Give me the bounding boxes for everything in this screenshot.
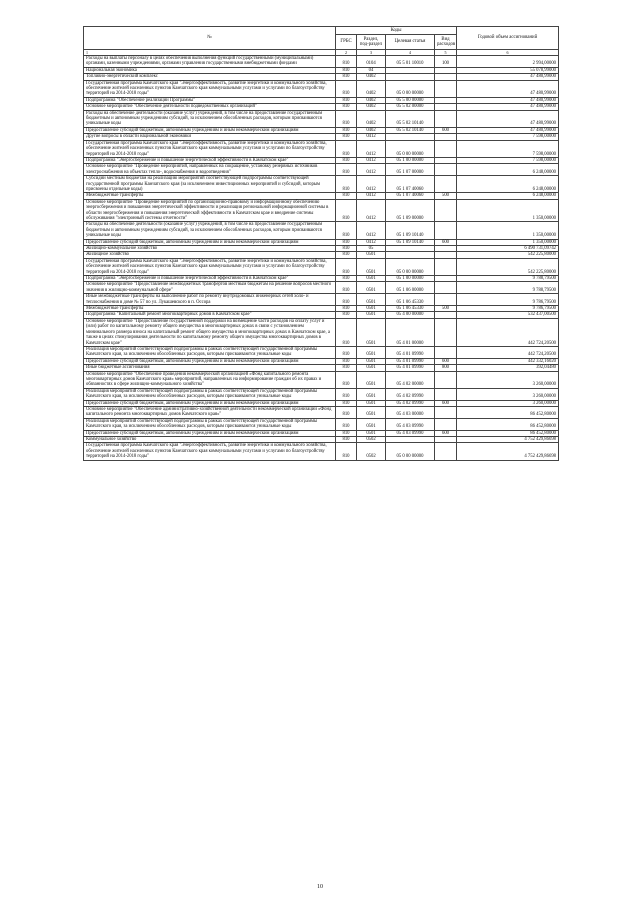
header-target: Целевая статья <box>386 35 435 50</box>
header-codes: Коды <box>336 27 457 35</box>
row-grbs: 810 <box>336 110 357 127</box>
row-section: 0412 <box>357 140 386 157</box>
row-amount: 4 752 429,86698 <box>457 437 559 443</box>
row-expense-kind: 600 <box>435 358 457 364</box>
row-target-article: 05 4 00 00000 <box>386 312 435 318</box>
row-section: 0402 <box>357 97 386 103</box>
row-name: Государственная программа Камчатского края "Энергоэффективность, развитие энергетики и коммунального хозяйства, обеспечение жителей населенных пунктов Камчатского края коммунальными услугами и услугами по благоустройству территорий на 2014-2018 годы" <box>84 258 336 275</box>
row-expense-kind <box>435 222 457 239</box>
row-grbs: 810 <box>336 56 357 68</box>
row-grbs: 810 <box>336 252 357 258</box>
row-name: Жилищно-коммунальное хозяйство <box>84 246 336 252</box>
row-section: 0501 <box>357 358 386 364</box>
row-expense-kind: 600 <box>435 127 457 133</box>
row-target-article: 05 4 03 00000 <box>386 406 435 418</box>
row-target-article: 05 4 02 09990 <box>386 400 435 406</box>
table-row <box>84 282 559 294</box>
row-amount: 47 480,99000 <box>457 74 559 80</box>
row-grbs: 810 <box>336 400 357 406</box>
row-amount: 7 598,00000 <box>457 157 559 163</box>
table-body <box>84 50 559 461</box>
row-grbs: 810 <box>336 199 357 222</box>
row-section: 0501 <box>357 418 386 430</box>
row-expense-kind: 100 <box>435 56 457 68</box>
row-grbs: 810 <box>336 430 357 436</box>
row-grbs: 810 <box>336 282 357 294</box>
row-name: Реализация мероприятий соответствующей подпрограммы в рамках соответствующей государственной программы Камчатского края, за исключением обособленных расходов, которым присваиваются уникальные коды <box>84 388 336 400</box>
row-section: 0402 <box>357 127 386 133</box>
row-name: Предоставление субсидий бюджетным, автономным учреждениям и иным некоммерческим организациям <box>84 127 336 133</box>
row-name: Основное мероприятие "Обеспечение проведения некоммерческой организацией «Фонд капитального ремонта многоквартирных домов Камчатского края» мероприятий, направленных на информирование граждан об их правах и обязанностях в сфере жилищно-коммунального хозяйства" <box>84 371 336 388</box>
row-name: Основное мероприятие "Предоставление межбюджетных трансфертов местным бюджетам на решение вопросов местного значения в жилищно-коммунальной сфере" <box>84 282 336 294</box>
header-volume: Годовой объем ассигнований <box>457 27 559 50</box>
row-grbs: 810 <box>336 157 357 163</box>
row-target-article: 05 1 07 40060 <box>386 193 435 199</box>
row-grbs: 810 <box>336 443 357 460</box>
row-amount: 532 437,00500 <box>457 312 559 318</box>
row-amount: 47 480,99000 <box>457 127 559 133</box>
row-name: Основное мероприятие "Проведение мероприятий по организационно-правовому и информационному обеспечению энергосбережения и повышения энергетической эффективности и реализация региональной информационной системы в области энергосбережения и повышения энергетической эффективности в Камчатском крае и внедрение системы обслуживания "электронный системы отчетности" <box>84 199 336 222</box>
col-number: 2 <box>336 50 357 56</box>
budget-table <box>83 26 559 461</box>
table-row <box>84 418 559 430</box>
row-name: Реализация мероприятий соответствующей подпрограммы в рамках соответствующей государственной программы Камчатского края, за исключением обособленных расходов, которым присваиваются уникальные коды <box>84 346 336 358</box>
row-expense-kind <box>435 80 457 97</box>
row-target-article: 05 1 06 45330 <box>386 306 435 312</box>
page-number: 10 <box>317 884 323 890</box>
row-grbs: 810 <box>336 134 357 140</box>
row-amount: 47 480,99000 <box>457 104 559 110</box>
row-section: 0412 <box>357 164 386 176</box>
budget-table-page <box>83 26 558 461</box>
row-expense-kind <box>435 294 457 306</box>
table-row <box>84 110 559 127</box>
row-name: Реализация мероприятий соответствующей подпрограммы в рамках соответствующей государственной программы Камчатского края, за исключением обособленных расходов, которым присваиваются уникальные коды <box>84 418 336 430</box>
row-target-article: 05 1 06 00000 <box>386 282 435 294</box>
row-amount: 7 598,00000 <box>457 140 559 157</box>
row-amount: 6 248,00000 <box>457 164 559 176</box>
row-expense-kind <box>435 371 457 388</box>
row-amount: 1 350,00000 <box>457 239 559 245</box>
col-number: 4 <box>386 50 435 56</box>
col-number: 6 <box>457 50 559 56</box>
row-target-article: 05 1 00 00000 <box>386 157 435 163</box>
row-expense-kind: 800 <box>435 365 457 371</box>
row-section: 0104 <box>357 56 386 68</box>
row-name: Коммунальное хозяйство <box>84 437 336 443</box>
row-expense-kind <box>435 176 457 193</box>
row-expense-kind <box>435 199 457 222</box>
row-name: Межбюджетные трансферты <box>84 306 336 312</box>
row-expense-kind <box>435 282 457 294</box>
table-row <box>84 199 559 222</box>
row-target-article: 05 5 02 10140 <box>386 127 435 133</box>
row-name: Предоставление субсидий бюджетным, автономным учреждениям и иным некоммерческим организациям <box>84 358 336 364</box>
row-target-article: 05 1 09 10140 <box>386 239 435 245</box>
row-expense-kind <box>435 140 457 157</box>
row-expense-kind <box>435 418 457 430</box>
row-target-article: 05 0 00 00000 <box>386 140 435 157</box>
row-amount: 1 350,00000 <box>457 222 559 239</box>
row-name: Предоставление субсидий бюджетным, автономным учреждениям и иным некоммерческим организациям <box>84 239 336 245</box>
row-section: 0501 <box>357 430 386 436</box>
row-section: 0501 <box>357 252 386 258</box>
row-target-article: 05 0 00 00000 <box>386 258 435 275</box>
row-section: 0412 <box>357 193 386 199</box>
row-grbs: 810 <box>336 318 357 346</box>
row-name: Расходы на выплаты персоналу в целях обеспечения выполнения функций государственными (муниципальными) органами, казенными учреждениями, органами управления государственными внебюджетными фондами <box>84 56 336 68</box>
row-amount: 442 724,20500 <box>457 346 559 358</box>
row-expense-kind: 500 <box>435 306 457 312</box>
row-grbs: 810 <box>336 140 357 157</box>
row-expense-kind <box>435 164 457 176</box>
row-amount: 2 994,00000 <box>457 56 559 68</box>
row-expense-kind <box>435 406 457 418</box>
row-section: 0501 <box>357 312 386 318</box>
row-name: Другие вопросы в области национальной экономики <box>84 134 336 140</box>
table-row <box>84 388 559 400</box>
row-amount: 86 452,80000 <box>457 406 559 418</box>
row-name: Основное мероприятие "Обеспечение деятельности подведомственных организаций" <box>84 104 336 110</box>
table-row <box>84 294 559 306</box>
row-grbs: 810 <box>336 365 357 371</box>
row-amount: 4 752 429,86698 <box>457 443 559 460</box>
row-grbs: 810 <box>336 104 357 110</box>
row-amount: 3 260,00000 <box>457 371 559 388</box>
table-row <box>84 346 559 358</box>
row-grbs: 810 <box>336 294 357 306</box>
row-section: 0412 <box>357 176 386 193</box>
row-expense-kind: 600 <box>435 430 457 436</box>
row-section: 0501 <box>357 306 386 312</box>
row-amount: 392,04480 <box>457 365 559 371</box>
row-section: 0501 <box>357 258 386 275</box>
row-target-article: 05 4 01 09990 <box>386 358 435 364</box>
row-section: 0502 <box>357 437 386 443</box>
row-grbs: 810 <box>336 312 357 318</box>
row-expense-kind <box>435 110 457 127</box>
row-amount: 47 480,99000 <box>457 97 559 103</box>
row-section: 0501 <box>357 400 386 406</box>
row-name: Жилищное хозяйство <box>84 252 336 258</box>
row-section: 0501 <box>357 346 386 358</box>
row-grbs: 810 <box>336 164 357 176</box>
row-target-article: 05 5 02 10140 <box>386 110 435 127</box>
row-name: Предоставление субсидий бюджетным, автономным учреждениям и иным некоммерческим организациям <box>84 430 336 436</box>
header-section: Раздел, под-раздел <box>357 35 386 50</box>
table-row <box>84 318 559 346</box>
row-section: 0412 <box>357 157 386 163</box>
row-target-article: 05 1 07 40060 <box>386 176 435 193</box>
row-name: Подпрограмма "Капитальный ремонт многоквартирных домов в Камчатском крае" <box>84 312 336 318</box>
table-row <box>84 164 559 176</box>
row-grbs: 810 <box>336 97 357 103</box>
row-target-article: 05 5 00 00000 <box>386 97 435 103</box>
row-amount: 86 452,80000 <box>457 430 559 436</box>
row-name: Основное мероприятие "Предоставление государственной поддержки на возмещение части расходов на оплату услуг и (или) работ по капитальному ремонту общего имущества в многоквартирных домах в связи с установлением минимального размера взноса на капитальный ремонт общего имущества в многоквартирных домах в Камчатском крае, а также в целях стимулирования деятельности по капитальному ремонту общего имущества многоквартирных домов в Камчатском крае" <box>84 318 336 346</box>
table-row <box>84 222 559 239</box>
row-target-article: 05 4 01 09990 <box>386 346 435 358</box>
row-name: Государственная программа Камчатского края "Энергоэффективность, развитие энергетики и коммунального хозяйства, обеспечение жителей населенных пунктов Камчатского края коммунальными услугами и услугами по благоустройству территорий на 2014-2018 годы" <box>84 443 336 460</box>
row-grbs: 810 <box>336 176 357 193</box>
row-amount: 86 452,80000 <box>457 418 559 430</box>
row-name: Расходы на обеспечение деятельности (оказание услуг) учреждений, в том числе на предоставление государственным бюджетным и автономным учреждениям субсидий, за исключением обособленных расходов, которым присваиваются уникальные коды <box>84 110 336 127</box>
row-grbs: 810 <box>336 193 357 199</box>
row-target-article: 05 4 03 09990 <box>386 430 435 436</box>
row-name: Национальная экономика <box>84 67 336 73</box>
row-name: Предоставление субсидий бюджетным, автономным учреждениям и иным некоммерческим организациям <box>84 400 336 406</box>
row-target-article: 05 4 01 00000 <box>386 318 435 346</box>
row-section: 0501 <box>357 388 386 400</box>
row-section: 0501 <box>357 282 386 294</box>
row-target-article: 05 4 02 00000 <box>386 371 435 388</box>
row-target-article: 05 5 02 00000 <box>386 104 435 110</box>
row-grbs: 810 <box>336 358 357 364</box>
col-number: 3 <box>357 50 386 56</box>
row-amount: 9 786,79500 <box>457 306 559 312</box>
table-row <box>84 140 559 157</box>
row-name: Подпрограмма "Энергосбережение и повышение энергетической эффективности в Камчатском крае" <box>84 157 336 163</box>
row-section: 0412 <box>357 134 386 140</box>
row-grbs: 810 <box>336 371 357 388</box>
row-amount: 3 260,00000 <box>457 400 559 406</box>
row-amount: 542 225,80000 <box>457 258 559 275</box>
row-target-article: 05 4 03 09990 <box>386 418 435 430</box>
table-row <box>84 406 559 418</box>
row-amount: 9 788,79500 <box>457 276 559 282</box>
row-grbs: 810 <box>336 246 357 252</box>
row-amount: 47 480,99000 <box>457 80 559 97</box>
row-grbs: 810 <box>336 127 357 133</box>
row-name: Расходы на обеспечение деятельности (оказание услуг) учреждений, в том числе на предоставление государственным бюджетным и автономным учреждениям субсидий, за исключением обособленных расходов, которым присваиваются уникальные коды <box>84 222 336 239</box>
row-name: Государственная программа Камчатского края "Энергоэффективность, развитие энергетики и коммунального хозяйства, обеспечение жителей населенных пунктов Камчатского края коммунальными услугами и услугами по благоустройству территорий на 2014-2018 годы" <box>84 140 336 157</box>
row-name: Основное мероприятие "Проведение мероприятий, направленных на сокращение, установку резервных источников электроснабжения на объектах тепло-, водоснабжения и водоотведения" <box>84 164 336 176</box>
row-target-article: 05 1 09 10140 <box>386 222 435 239</box>
row-grbs: 810 <box>336 80 357 97</box>
row-section: 0501 <box>357 371 386 388</box>
row-amount: 542 225,80000 <box>457 252 559 258</box>
row-grbs: 810 <box>336 388 357 400</box>
row-amount: 6 248,00000 <box>457 193 559 199</box>
row-target-article: 05 1 00 00000 <box>386 276 435 282</box>
row-name: Иные межбюджетные трансферты на выполнение работ по ремонту внутридомовых инженерных сетей холо- и теплоснабжения в доме № 57 по ул. Лукашевского в п. Оссора <box>84 294 336 306</box>
table-row <box>84 258 559 275</box>
col-number: 1 <box>84 50 336 56</box>
row-section: 0502 <box>357 443 386 460</box>
row-amount: 442 724,20500 <box>457 318 559 346</box>
table-row <box>84 80 559 97</box>
row-section: 0501 <box>357 276 386 282</box>
row-name: Топливно-энергетический комплекс <box>84 74 336 80</box>
row-name: Основное мероприятие "Обеспечение административно-хозяйственной деятельности некоммерческой организации «Фонд капитального ремонта многоквартирных домов Камчатского края»" <box>84 406 336 418</box>
table-row <box>84 443 559 460</box>
row-expense-kind: 600 <box>435 239 457 245</box>
row-expense-kind <box>435 388 457 400</box>
row-grbs: 810 <box>336 346 357 358</box>
row-target-article: 05 1 07 00000 <box>386 164 435 176</box>
row-grbs: 810 <box>336 437 357 443</box>
row-amount: 55 078,99000 <box>457 67 559 73</box>
row-amount: 442 332,16020 <box>457 358 559 364</box>
row-amount: 1 350,00000 <box>457 199 559 222</box>
row-grbs: 810 <box>336 276 357 282</box>
row-section: 0501 <box>357 318 386 346</box>
row-expense-kind <box>435 258 457 275</box>
row-expense-kind: 600 <box>435 400 457 406</box>
row-grbs: 810 <box>336 222 357 239</box>
row-expense-kind <box>435 346 457 358</box>
row-amount: 3 260,00000 <box>457 388 559 400</box>
row-amount: 6 490 731,09742 <box>457 246 559 252</box>
row-section: 0402 <box>357 80 386 97</box>
row-amount: 7 598,00000 <box>457 134 559 140</box>
row-grbs: 810 <box>336 74 357 80</box>
row-section: 0501 <box>357 365 386 371</box>
row-amount: 6 248,00000 <box>457 176 559 193</box>
row-section: 0412 <box>357 239 386 245</box>
header-kind: Вид расходов <box>435 35 457 50</box>
table-row <box>84 371 559 388</box>
header-num: № <box>84 27 336 50</box>
row-section: 05 <box>357 246 386 252</box>
row-expense-kind <box>435 318 457 346</box>
row-amount: 9 788,79500 <box>457 282 559 294</box>
row-section: 04 <box>357 67 386 73</box>
row-grbs: 810 <box>336 418 357 430</box>
row-grbs: 810 <box>336 406 357 418</box>
row-name: Иные бюджетные ассигнования <box>84 365 336 371</box>
table-row <box>84 176 559 193</box>
row-target-article: 05 1 09 00000 <box>386 199 435 222</box>
row-grbs: 810 <box>336 258 357 275</box>
row-target-article: 05 5 01 10010 <box>386 56 435 68</box>
row-section: 0412 <box>357 222 386 239</box>
row-name: Подпрограмма "Энергосбережение и повышение энергетической эффективности в Камчатском крае" <box>84 276 336 282</box>
header-grbs: ГРБС <box>336 35 357 50</box>
row-expense-kind <box>435 443 457 460</box>
row-name: Субсидии местным бюджетам на реализацию мероприятий соответствующей подпрограммы соответствующей государственной программы Камчатского края (за исключением инвестиционных мероприятий и субсидий, которым присвоены отдельные коды) <box>84 176 336 193</box>
row-expense-kind: 500 <box>435 193 457 199</box>
row-target-article: 05 4 01 09990 <box>386 365 435 371</box>
row-section: 0501 <box>357 294 386 306</box>
row-name: Подпрограмма "Обеспечение реализации Программы" <box>84 97 336 103</box>
row-target-article: 05 0 00 00000 <box>386 443 435 460</box>
row-name: Государственная программа Камчатского края "Энергоэффективность, развитие энергетики и коммунального хозяйства, обеспечение жителей населенных пунктов Камчатского края коммунальными услугами и услугами по благоустройству территорий на 2014-2018 годы" <box>84 80 336 97</box>
col-number: 5 <box>435 50 457 56</box>
row-amount: 47 480,99000 <box>457 110 559 127</box>
row-target-article: 05 4 02 09990 <box>386 388 435 400</box>
row-amount: 9 786,79500 <box>457 294 559 306</box>
row-section: 0412 <box>357 199 386 222</box>
row-grbs: 810 <box>336 239 357 245</box>
row-target-article: 05 1 06 45330 <box>386 294 435 306</box>
row-section: 0501 <box>357 406 386 418</box>
row-name: Межбюджетные трансферты <box>84 193 336 199</box>
row-section: 0402 <box>357 74 386 80</box>
row-section: 0402 <box>357 110 386 127</box>
row-grbs: 810 <box>336 67 357 73</box>
row-target-article: 05 0 00 00000 <box>386 80 435 97</box>
row-section: 0402 <box>357 104 386 110</box>
table-row <box>84 56 559 68</box>
row-grbs: 810 <box>336 306 357 312</box>
